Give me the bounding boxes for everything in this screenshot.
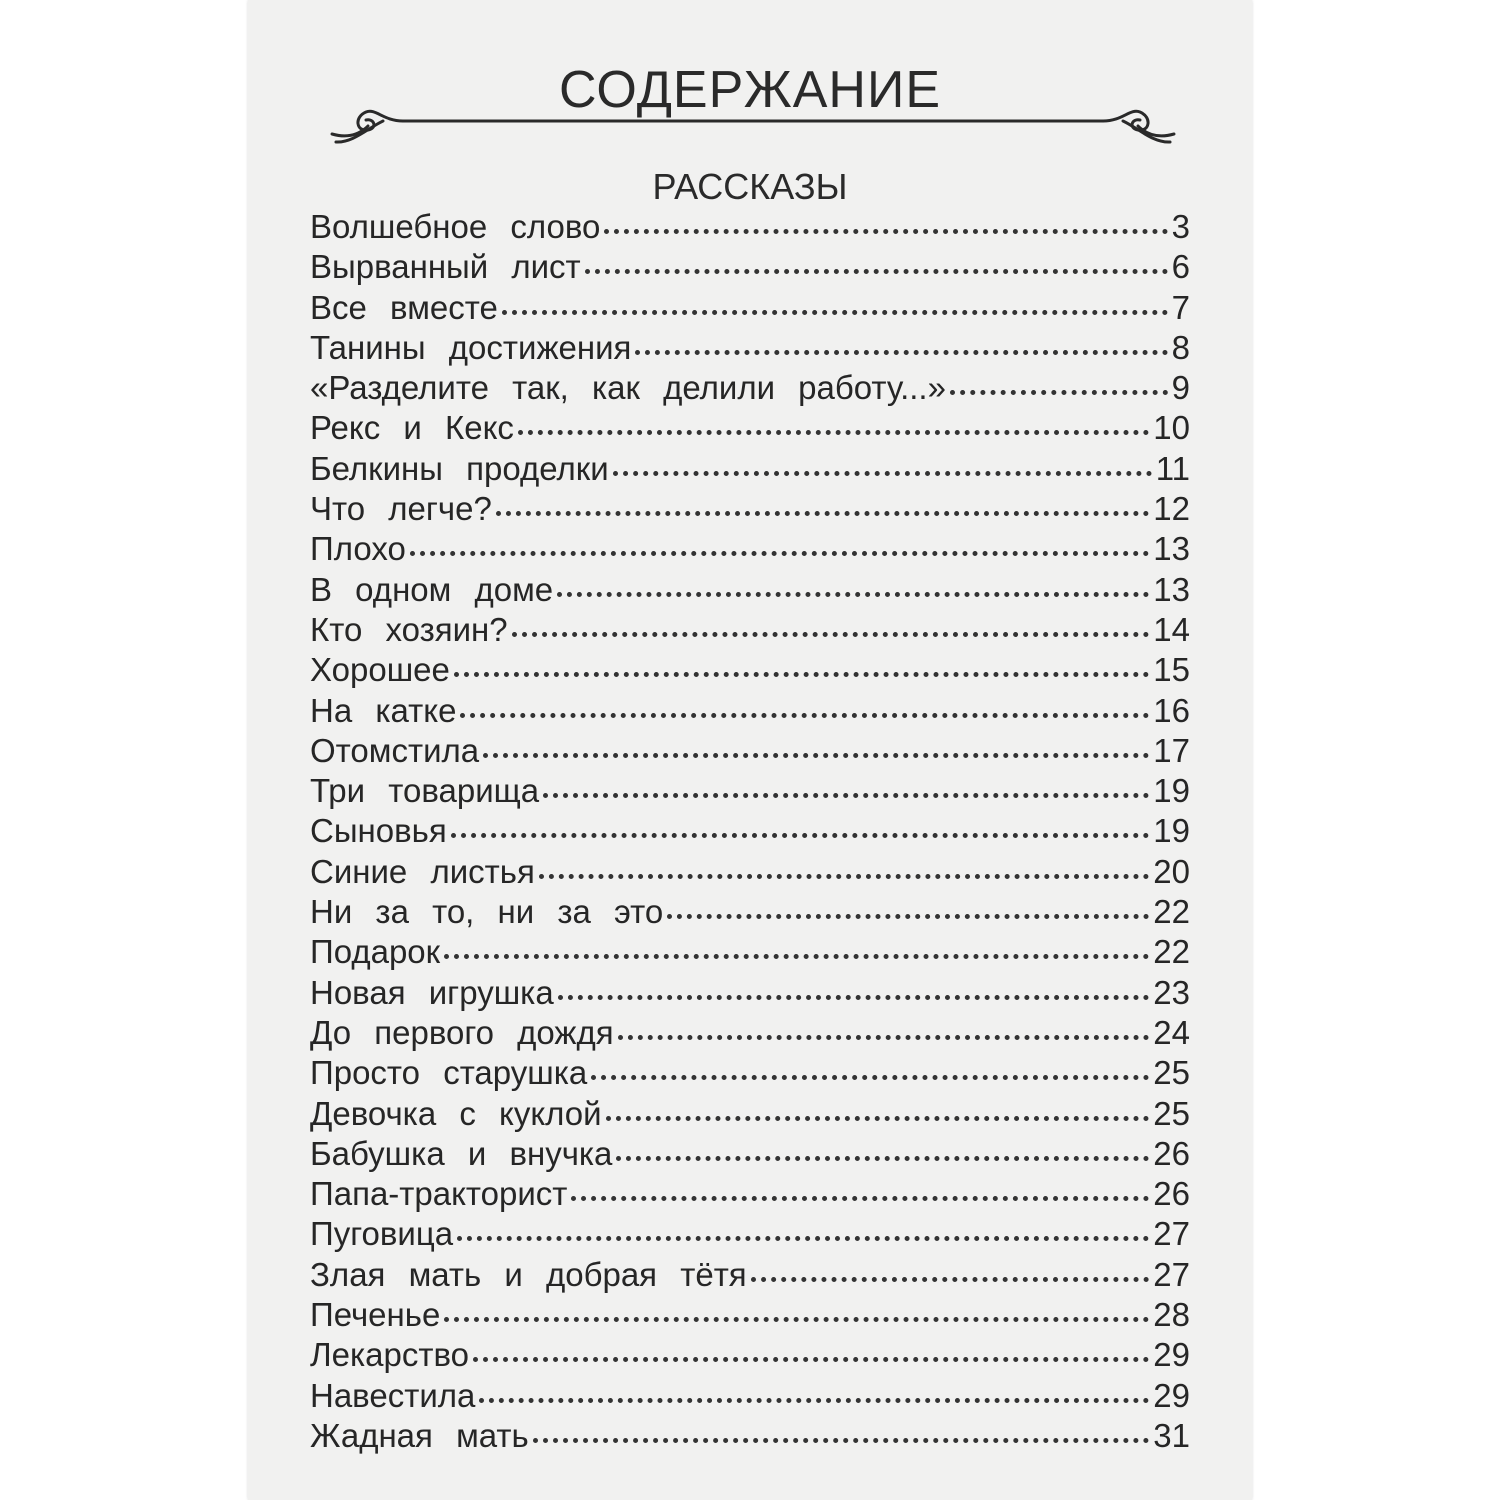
- toc-entry: [310, 329, 1190, 369]
- toc-entry-page: 26: [1153, 1175, 1190, 1213]
- toc-entry-page: 15: [1153, 651, 1190, 689]
- toc-entry-title: Рекс и Кекс: [310, 409, 514, 447]
- table-of-contents: [310, 208, 1190, 1457]
- toc-entry: [310, 369, 1190, 409]
- toc-entry-title: Все вместе: [310, 288, 498, 326]
- toc-entry-title: Бабушка и внучка: [310, 1134, 613, 1172]
- toc-entry-title: Просто старушка: [310, 1054, 588, 1092]
- dot-leader: [585, 261, 1168, 274]
- toc-entry-page: 8: [1171, 328, 1190, 366]
- toc-entry-page: 6: [1171, 248, 1190, 286]
- toc-entry-title: До первого дождя: [310, 1013, 614, 1051]
- toc-entry-title: Плохо: [310, 530, 406, 568]
- toc-entry-title: Навестила: [310, 1376, 476, 1414]
- toc-entry-page: 27: [1153, 1255, 1190, 1293]
- toc-entry: [310, 1377, 1190, 1417]
- dot-leader: [444, 1309, 1149, 1322]
- toc-entry-title: Что легче?: [310, 490, 492, 528]
- title-ornament: [328, 98, 1178, 158]
- toc-entry-page: 23: [1153, 973, 1190, 1011]
- toc-entry-page: 29: [1153, 1376, 1190, 1414]
- toc-entry: [310, 1336, 1190, 1376]
- toc-entry-page: 11: [1155, 449, 1190, 487]
- page-title: СОДЕРЖАНИЕ: [558, 61, 942, 119]
- toc-entry-page: 3: [1171, 208, 1190, 245]
- toc-entry: [310, 893, 1190, 933]
- toc-entry: [310, 1135, 1190, 1175]
- toc-entry: [310, 651, 1190, 691]
- toc-entry-page: 26: [1153, 1134, 1190, 1172]
- toc-entry: [310, 248, 1190, 288]
- toc-entry-title: Лекарство: [310, 1336, 470, 1374]
- toc-entry-title: Пуговица: [310, 1215, 454, 1253]
- toc-entry: [310, 1014, 1190, 1054]
- toc-entry: [310, 530, 1190, 570]
- toc-entry-title: На катке: [310, 691, 457, 729]
- dot-leader: [454, 664, 1149, 677]
- dot-leader: [473, 1349, 1149, 1362]
- toc-entry: [310, 732, 1190, 772]
- toc-entry-page: 31: [1153, 1416, 1190, 1454]
- toc-entry-title: Волшебное слово: [310, 208, 601, 245]
- dot-leader: [483, 745, 1149, 758]
- toc-entry: [310, 1095, 1190, 1135]
- dot-leader: [618, 1027, 1150, 1040]
- dot-leader: [410, 543, 1149, 556]
- dot-leader: [512, 624, 1150, 637]
- toc-entry-title: «Разделите так, как делили работу...»: [310, 369, 946, 407]
- toc-entry-title: Три товарища: [310, 772, 540, 810]
- dot-leader: [444, 946, 1149, 959]
- dot-leader: [616, 1148, 1149, 1161]
- toc-entry-title: Подарок: [310, 933, 441, 971]
- toc-entry-page: 24: [1153, 1013, 1190, 1051]
- dot-leader: [667, 906, 1149, 919]
- toc-entry: [310, 1296, 1190, 1336]
- toc-entry-page: 14: [1153, 610, 1190, 648]
- toc-entry-title: Девочка с куклой: [310, 1094, 602, 1132]
- toc-entry-title: Хорошее: [310, 651, 450, 689]
- toc-entry-page: 27: [1153, 1215, 1190, 1253]
- dot-leader: [557, 584, 1149, 597]
- toc-entry: [310, 450, 1190, 490]
- toc-entry: [310, 1256, 1190, 1296]
- toc-entry-page: 7: [1171, 288, 1190, 326]
- toc-entry: [310, 571, 1190, 611]
- toc-entry: [310, 1175, 1190, 1215]
- section-heading: РАССКАЗЫ: [652, 166, 848, 207]
- toc-entry: [310, 289, 1190, 329]
- dot-leader: [558, 987, 1150, 1000]
- toc-entry-page: 13: [1153, 530, 1190, 568]
- toc-entry: [310, 409, 1190, 449]
- toc-entry-page: 29: [1153, 1336, 1190, 1374]
- toc-entry: [310, 812, 1190, 852]
- dot-leader: [591, 1067, 1149, 1080]
- toc-entry-page: 9: [1171, 369, 1190, 407]
- dot-leader: [533, 1430, 1150, 1443]
- toc-entry-page: 19: [1153, 812, 1190, 850]
- toc-entry-title: Ни за то, ни за это: [310, 893, 664, 931]
- toc-entry: [310, 933, 1190, 973]
- dot-leader: [635, 342, 1167, 355]
- dot-leader: [751, 1269, 1150, 1282]
- toc-entry-title: Новая игрушка: [310, 973, 554, 1011]
- toc-entry-page: 22: [1153, 933, 1190, 971]
- toc-entry-title: Печенье: [310, 1296, 441, 1334]
- dot-leader: [518, 422, 1149, 435]
- toc-entry-title: Папа-тракторист: [310, 1175, 568, 1213]
- toc-entry-page: 25: [1153, 1094, 1190, 1132]
- toc-entry-page: 19: [1153, 772, 1190, 810]
- toc-entry-page: 17: [1153, 731, 1190, 769]
- dot-leader: [571, 1188, 1149, 1201]
- toc-entry: [310, 208, 1190, 248]
- dot-leader: [950, 382, 1168, 395]
- toc-entry-page: 22: [1153, 893, 1190, 931]
- dot-leader: [543, 785, 1149, 798]
- toc-entry-title: Кто хозяин?: [310, 610, 508, 648]
- toc-entry-page: 13: [1153, 570, 1190, 608]
- toc-entry-page: 16: [1153, 691, 1190, 729]
- toc-entry-title: Синие листья: [310, 852, 535, 890]
- toc-entry-title: Белкины проделки: [310, 449, 609, 487]
- dot-leader: [496, 503, 1149, 516]
- dot-leader: [613, 463, 1152, 476]
- toc-entry-page: 28: [1153, 1296, 1190, 1334]
- toc-entry: [310, 974, 1190, 1014]
- toc-entry-page: 25: [1153, 1054, 1190, 1092]
- toc-entry-title: Отомстила: [310, 731, 480, 769]
- toc-entry: [310, 692, 1190, 732]
- toc-entry: [310, 490, 1190, 530]
- toc-entry-title: Злая мать и добрая тётя: [310, 1255, 747, 1293]
- dot-leader: [451, 825, 1150, 838]
- toc-entry: [310, 1417, 1190, 1457]
- dot-leader: [539, 866, 1149, 879]
- dot-leader: [460, 705, 1149, 718]
- toc-entry-page: 20: [1153, 852, 1190, 890]
- toc-entry-title: Жадная мать: [310, 1416, 529, 1454]
- toc-entry-page: 10: [1153, 409, 1190, 447]
- toc-entry: [310, 853, 1190, 893]
- toc-entry-title: Танины достижения: [310, 328, 632, 366]
- toc-entry: [310, 1215, 1190, 1255]
- book-page: [248, 0, 1252, 1500]
- dot-leader: [479, 1390, 1149, 1403]
- toc-entry-title: Вырванный лист: [310, 248, 581, 286]
- toc-entry: [310, 611, 1190, 651]
- toc-entry: [310, 772, 1190, 812]
- dot-leader: [457, 1228, 1149, 1241]
- toc-entry: [310, 1054, 1190, 1094]
- dot-leader: [502, 302, 1168, 315]
- dot-leader: [604, 221, 1167, 234]
- toc-entry-page: 12: [1153, 490, 1190, 528]
- toc-entry-title: В одном доме: [310, 570, 554, 608]
- dot-leader: [606, 1108, 1150, 1121]
- toc-entry-title: Сыновья: [310, 812, 447, 850]
